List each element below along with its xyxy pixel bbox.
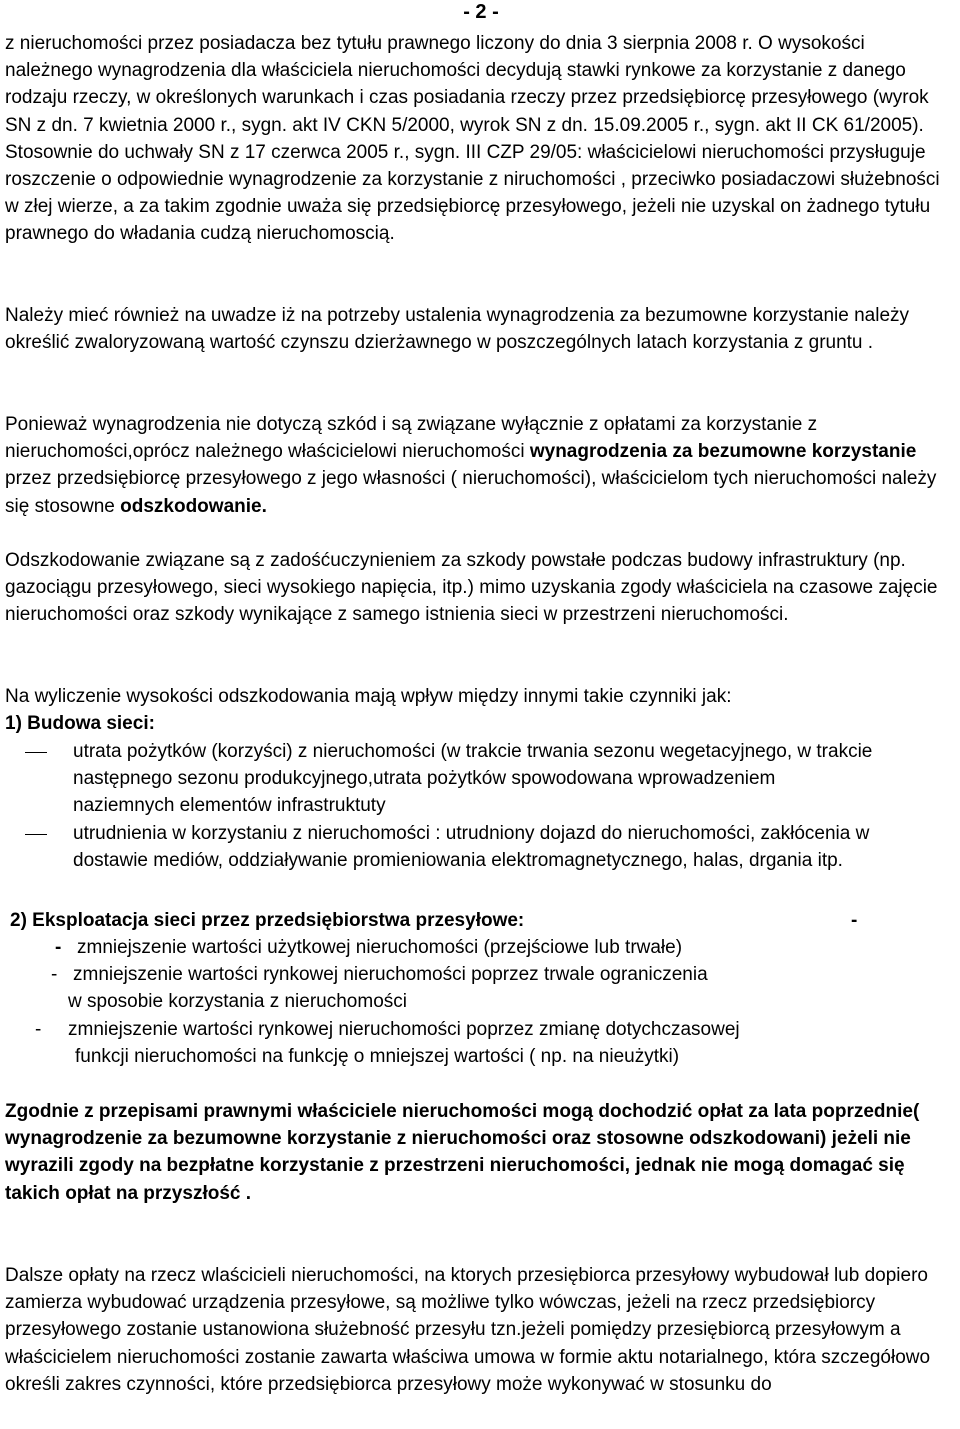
list-item-continuation: w sposobie korzystania z nieruchomości: [68, 991, 407, 1012]
paragraph-damages-text-b: przez przedsiębiorcę przesyłowego z jego własności ( nieruchomości), właścicielom tych nieruchomości należy się stosowne: [5, 468, 937, 517]
list-item-marker: -: [51, 964, 58, 985]
list-item-text: zmniejszenie wartości rynkowej nieruchomości poprzez trwale ograniczenia: [73, 964, 708, 985]
paragraph-compensation-scope: Odszkodowanie związane są z zadośćuczynieniem za szkody powstałe podczas budowy infrastruktury (np. gazociągu przesyłowego, sieci wysokiego napięcia, itp.) mimo uzyskania zgody właściciela na czasowe zajęcie nieruchomości oraz szkody wynikające z samego istnienia sieci w przestrzeni nieruchomości.: [5, 550, 938, 626]
list-item-marker: -: [55, 937, 62, 958]
paragraph-legal-claims: Zgodnie z przepisami prawnymi właściciele nieruchomości mogą dochodzić opłat za lata poprzednie( wynagrodzenie za bezumowne korzystanie z nieruchomości oraz stosowne odszkodowani) jeżeli nie wyrazili zgody na bezpłatne korzystanie z przestrzeni nieruchomości, jednak nie mogą domagać się takich opłat na przyszłość .: [5, 1101, 920, 1204]
paragraph-factors-intro: Na wyliczenie wysokości odszkodowania mają wpływ między innymi takie czynniki jak:: [5, 686, 732, 707]
paragraph-damages-bold-remuneration: wynagrodzenia za bezumowne korzystanie: [529, 441, 917, 463]
list-item-continuation: funkcji nieruchomości na funkcję o mniejszej wartości ( np. na nieużytki): [75, 1046, 680, 1067]
page-number: - 2 -: [463, 1, 499, 23]
paragraph-damages-text-a: Ponieważ wynagrodzenia nie dotyczą szkód i są związane wyłącznie z opłatami za korzystanie z nieruchomości,oprócz należnego właścicielowi nieruchomości: [5, 414, 818, 463]
list-item-text: zmniejszenie wartości użytkowej nieruchomości (przejściowe lub trwałe): [77, 937, 683, 958]
section-heading-trailing-dash: -: [851, 910, 858, 931]
paragraph-damages-bold-compensation: odszkodowanie.: [120, 495, 267, 517]
list-item-text: zmniejszenie wartości rynkowej nieruchomości poprzez zmianę dotychczasowej: [68, 1019, 740, 1040]
paragraph-further-fees: Dalsze opłaty na rzecz wlaścicieli nieruchomości, na ktorych przesiębiorca przesyłowy wybudował lub dopiero zamierza wybudować urządzenia przesyłowe, są możliwe tylko wówczas, jeżeli na rzecz przedsiębiorcy przesyłowego zostanie ustanowiona służebność przesyłu tzn.jeżeli pomiędzy przesiębiorcą przesyłowym a właścicielem nieruchomości zostanie zawarta właściwa umowa w formie aktu notarialnego, która szczegółowo określi zakres czynności, które przedsiębiorca przesyłowy może wykonywać w stosunku do: [5, 1265, 931, 1395]
paragraph-valorized-rent: Należy mieć również na uwadze iż na potrzeby ustalenia wynagrodzenia za bezumowne korzystanie należy określić zwaloryzowaną wartość czynszu dzierżawnego w poszczególnych latach korzystania z gruntu .: [5, 305, 910, 354]
list-item-text: utrudnienia w korzystaniu z nieruchomości : utrudniony dojazd do nieruchomości, zakłócenia w dostawie mediów, oddziaływanie promieniowania elektromagnetycznego, halas, drgania itp.: [73, 823, 870, 872]
paragraph-damages-due: [5, 411, 953, 520]
list-item-marker: -: [35, 1019, 42, 1040]
section-heading-operation: 2) Eksploatacja sieci przez przedsiębiorstwa przesyłowe:: [10, 910, 525, 931]
dash-bullet-icon: [25, 834, 47, 835]
list-item-text: utrata pożytków (korzyści) z nieruchomości (w trakcie trwania sezonu wegetacyjnego, w trakcie następnego sezonu produkcyjnego,utrata pożytków spowodowana wprowadzeniem naziemnych elementów infrastruktuty: [73, 741, 873, 817]
dash-bullet-icon: [25, 752, 47, 753]
paragraph-compensation-rates: z nieruchomości przez posiadacza bez tytułu prawnego liczony do dnia 3 sierpnia 2008 r. O wysokości należnego wynagrodzenia dla właściciela nieruchomości decydują stawki rynkowe za korzystanie z danego rodzaju rzeczy, w określonych warunkach i czas posiadania rzeczy przez przedsiębiorcę przesyłowego (wyrok SN z dn. 7 kwietnia 2000 r., sygn. akt IV CKN 5/2000, wyrok SN z dn. 15.09.2005 r., sygn. akt II CK 61/2005). Stosownie do uchwały SN z 17 czerwca 2005 r., sygn. III CZP 29/05: właścicielowi nieruchomości przysługuje roszczenie o odpowiednie wynagrodzenie za korzystanie z niruchomości , przeciwko posiadaczowi służebności w złej wierze, a za takim zgodnie uważa się przedsiębiorcę przesyłowego, jeżeli nie uzyskal on żadnego tytułu prawnego do władania cudzą nieruchomoscią.: [5, 33, 940, 245]
section-heading-construction: 1) Budowa sieci:: [5, 713, 155, 734]
